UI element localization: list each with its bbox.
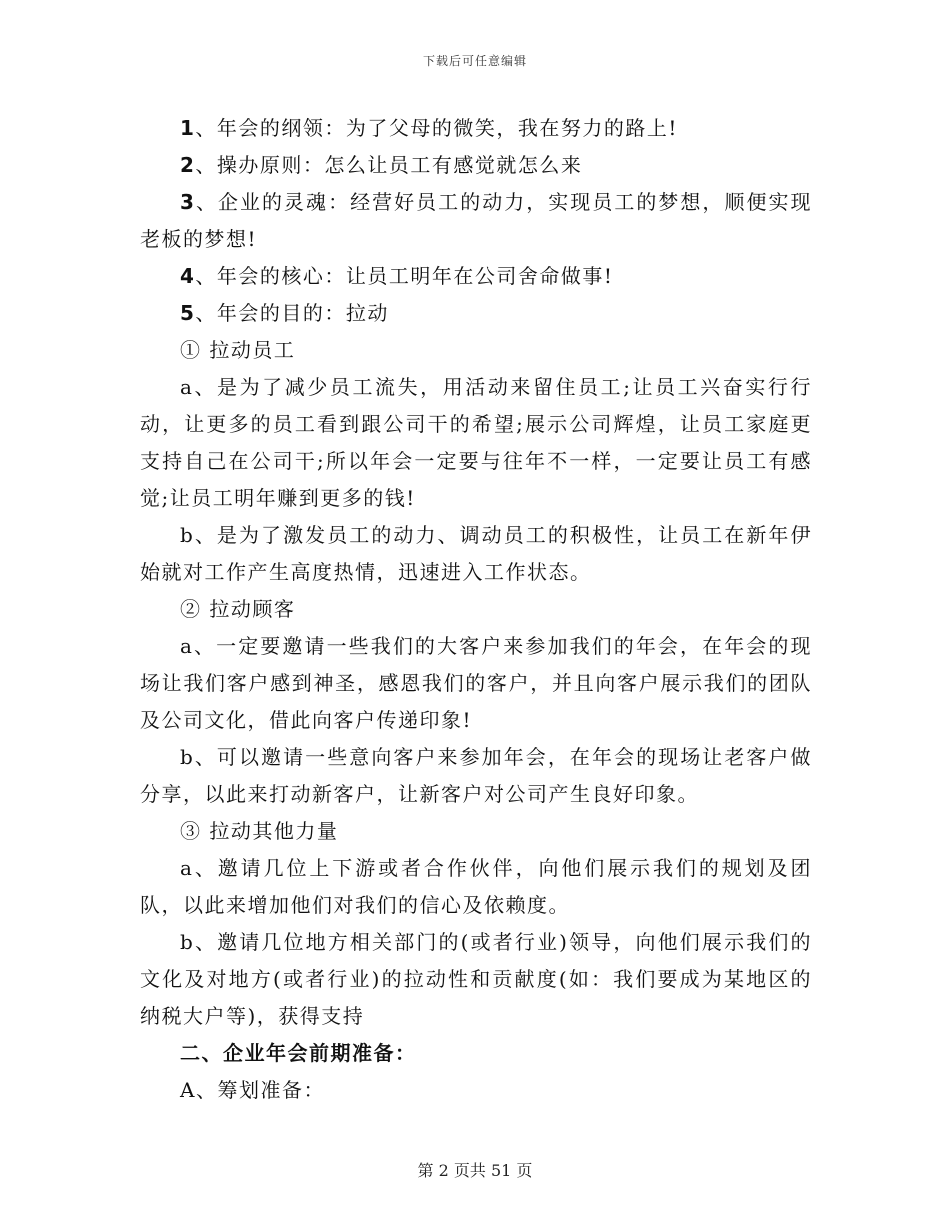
paragraph-text: 、年会的核心：让员工明年在公司舍命做事! [195, 264, 614, 288]
paragraph-text: 、年会的目的：拉动 [195, 301, 389, 325]
paragraph-aim-3 [140, 184, 812, 258]
paragraph-aim-1 [140, 110, 812, 147]
list-number: 3 [180, 190, 196, 214]
paragraph-text: 、企业的灵魂：经营好员工的动力，实现员工的梦想，顺便实现老板的梦想! [140, 190, 812, 251]
paragraph-planning: A、筹划准备： [180, 1078, 325, 1102]
list-number: 1 [180, 116, 196, 140]
paragraph-other-b: b、邀请几位地方相关部门的(或者行业)领导，向他们展示我们的文化及对地方(或者行业)的拉动性和贡献度(如：我们要成为某地区的纳税大户等)，获得支持 [140, 930, 812, 1028]
section-heading: 二、企业年会前期准备： [180, 1041, 417, 1065]
paragraph-employees-b: b、是为了激发员工的动力、调动员工的积极性，让员工在新年伊始就对工作产生高度热情，迅速进入工作状态。 [140, 523, 812, 584]
list-number: 4 [180, 264, 196, 288]
page-header-note: 下载后可任意编辑 [422, 54, 527, 68]
paragraph-text: 、年会的纲领：为了父母的微笑，我在努力的路上! [195, 116, 678, 140]
paragraph-customers-a: a、一定要邀请一些我们的大客户来参加我们的年会，在年会的现场让我们客户感到神圣，感恩我们的客户，并且向客户展示我们的团队及公司文化，借此向客户传递印象! [140, 634, 812, 732]
paragraph-aim-4 [140, 258, 812, 295]
paragraph-text: 、操办原则：怎么让员工有感觉就怎么来 [195, 153, 583, 177]
list-number: 2 [180, 153, 196, 177]
subheading-other-forces: ③ 拉动其他力量 [180, 819, 339, 843]
paragraph-aim-2 [140, 147, 812, 184]
paragraph-aim-5 [140, 295, 812, 332]
list-number: 5 [180, 301, 196, 325]
paragraph-other-a: a、邀请几位上下游或者合作伙伴，向他们展示我们的规划及团队，以此来增加他们对我们的信心及依赖度。 [140, 856, 812, 917]
document-body [140, 110, 812, 1109]
paragraph-employees-a: a、是为了减少员工流失，用活动来留住员工;让员工兴奋实行行动，让更多的员工看到跟公司干的希望;展示公司辉煌，让员工家庭更支持自己在公司干;所以年会一定要与往年不一样，一定要让员工有感觉;让员工明年赚到更多的钱! [140, 375, 812, 510]
subheading-customers: ② 拉动顾客 [180, 597, 296, 621]
page-number: 第 2 页共 51 页 [417, 1161, 533, 1180]
paragraph-customers-b: b、可以邀请一些意向客户来参加年会，在年会的现场让老客户做分享，以此来打动新客户，让新客户对公司产生良好印象。 [140, 745, 812, 806]
subheading-employees: ① 拉动员工 [180, 338, 296, 362]
